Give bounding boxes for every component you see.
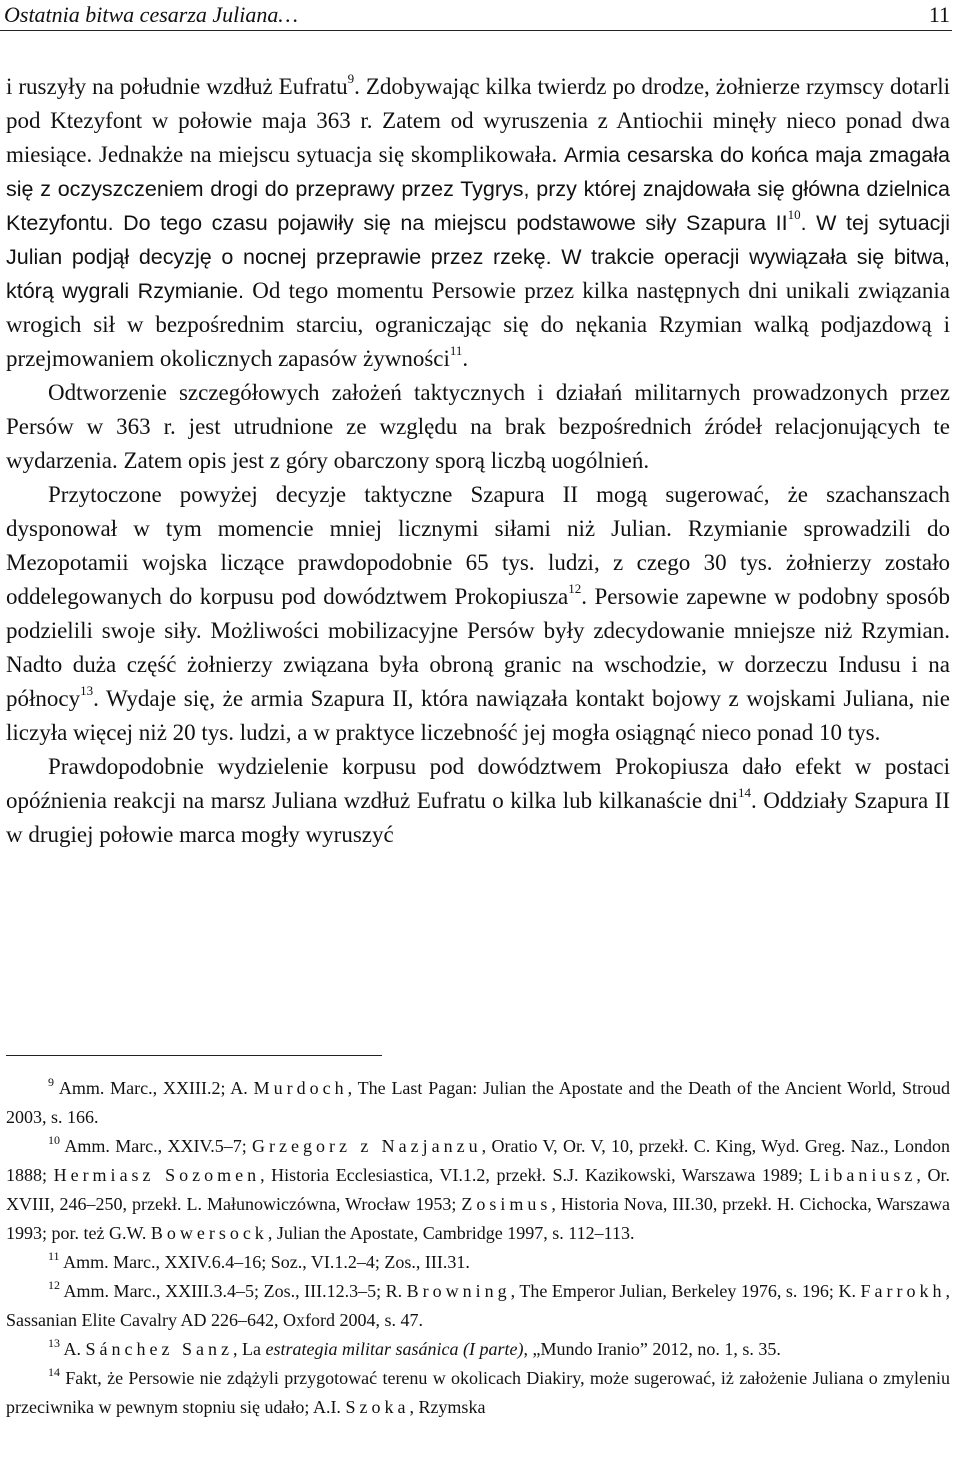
footnote-text: A. — [60, 1339, 86, 1359]
paragraph-text: . — [462, 346, 469, 371]
footnote-number: 9 — [48, 1075, 54, 1089]
footnote-text: Fakt, że Persowie nie zdążyli przygotować terenu w okolicach Diakiry, może sugerować, iż założenie Juliana o zmyleniu przeciwnika w pewnym stopniu się udało; A.I. — [6, 1368, 950, 1417]
footnote-number: 10 — [48, 1133, 60, 1147]
footnote-ref-13[interactable]: 13 — [80, 683, 94, 699]
footnotes — [6, 1074, 950, 1422]
footnote-text: Amm. Marc., XXIII.3.4–5; Zos., III.12.3–5; R. — [60, 1281, 407, 1301]
footnote-separator — [6, 1055, 382, 1056]
footnote-text: , Sassanian Elite Cavalry AD 226–642, Oxford 2004, s. 47. — [6, 1281, 950, 1330]
page-number: 11 — [928, 2, 950, 27]
footnote-number: 14 — [48, 1365, 60, 1379]
author-name: Murdoch — [253, 1078, 348, 1098]
footnote-13 — [6, 1335, 950, 1364]
paragraph-text: . W tej sytuacji Julian podjął decyzję o nocnej przeprawie przez rzekę. W trakcie operacji wywiązała się bitwa, którą wygrali Rzymianie. — [6, 211, 950, 303]
author-name: Szoka — [345, 1397, 410, 1417]
footnote-text: Amm. Marc., XXIII.2; A. — [54, 1078, 254, 1098]
running-header — [0, 0, 952, 31]
footnote-11 — [6, 1248, 950, 1277]
footnote-text: , Julian the Apostate, Cambridge 1997, s. 112–113. — [267, 1223, 635, 1243]
footnote-text: , La — [232, 1339, 266, 1359]
footnote-text: , Historia Ecclesiastica, VI.1.2, przekł. S.J. Kazikowski, Warszawa 1989; — [260, 1165, 810, 1185]
paragraph-1 — [6, 70, 950, 376]
footnote-14 — [6, 1364, 950, 1422]
footnote-text: , The Emperor Julian, Berkeley 1976, s. 196; K. — [510, 1281, 861, 1301]
footnote-text: Amm. Marc., XXIV.6.4–16; Soz., VI.1.2–4; Zos., III.31. — [59, 1252, 470, 1272]
footnote-ref-10[interactable]: 10 — [787, 207, 801, 223]
paragraph-4 — [6, 750, 950, 852]
footnote-text: , The Last Pagan: Julian the Apostate and the Death of the Ancient World, Stroud 2003, s. 166. — [6, 1078, 950, 1127]
paragraph-3 — [6, 478, 950, 750]
footnote-text: Amm. Marc., XXIV.5–7; — [60, 1136, 253, 1156]
author-name: Browning — [406, 1281, 511, 1301]
paragraph-text: Prawdopodobnie wydzielenie korpusu pod dowództwem Prokopiusza dało efekt w postaci opóźnienia reakcji na marsz Juliana wzdłuż Eufratu o kilka lub kilkanaście dni — [6, 754, 950, 813]
footnote-text: , „Mundo Iranio” 2012, no. 1, s. 35. — [523, 1339, 781, 1359]
footnote-number: 11 — [48, 1249, 60, 1263]
footnote-text: , Historia Nova, III.30, przekł. H. Cichocka, Warszawa 1993; por. też G.W. — [6, 1194, 950, 1243]
main-text — [6, 70, 950, 852]
footnote-text: , Or. XVIII, 246–250, przekł. L. Małunowiczówna, Wrocław 1953; — [6, 1165, 950, 1214]
paragraph-text: Od tego momentu Persowie przez kilka następnych dni unikali związania wrogich sił w bezpośrednim starciu, ograniczając się do nękania Rzymian walką podjazdową i przejmowaniem okolicznych zapasów żywności — [6, 278, 950, 371]
paragraph-text: . Wydaje się, że armia Szapura II, która nawiązała kontakt bojowy z wojskami Juliana, nie liczyła więcej niż 20 tys. ludzi, a w praktyce liczebność jej mogła osiągnąć nieco ponad 10 tys. — [6, 686, 950, 745]
paragraph-text: . Zdobywając kilka twierdz po drodze, żołnierze rzymscy dotarli pod Ktezyfont w połowie maja 363 r. Zatem od wyruszenia z Antiochii minęły nieco ponad dwa miesiące. Jednakże na miejscu sytuacja się skomplikowała. — [6, 74, 950, 167]
paragraph-text: i ruszyły na południe wzdłuż Eufratu — [6, 74, 348, 99]
footnote-9 — [6, 1074, 950, 1132]
author-name: Zosimus — [461, 1194, 552, 1214]
footnote-number: 13 — [48, 1336, 60, 1350]
article-title: estrategia militar sasánica (I parte) — [265, 1339, 524, 1359]
author-name: Sánchez Sanz — [85, 1339, 233, 1359]
footnote-12 — [6, 1277, 950, 1335]
footnote-ref-9[interactable]: 9 — [347, 71, 355, 87]
paragraph-text: . Oddziały Szapura II w drugiej połowie marca mogły wyruszyć — [6, 788, 950, 847]
running-title: Ostatnia bitwa cesarza Juliana… — [4, 2, 298, 27]
footnote-ref-11[interactable]: 11 — [449, 343, 463, 359]
footnote-ref-12[interactable]: 12 — [568, 581, 582, 597]
author-name: Libaniusz — [809, 1165, 917, 1185]
paragraph-text: Przytoczone powyżej decyzje taktyczne Szapura II mogą sugerować, że szachanszach dysponował w tym momencie mniej licznymi siłami niż Julian. Rzymianie sprowadzili do Mezopotamii wojska liczące prawdopodobnie 65 tys. ludzi, z czego 30 tys. żołnierzy zostało oddelegowanych do korpusu pod dowództwem Prokopiusza — [6, 482, 950, 609]
footnote-text: , Rzymska — [409, 1397, 486, 1417]
author-name: Hermiasz Sozomen — [53, 1165, 261, 1185]
paragraph-2: Odtworzenie szczegółowych założeń taktycznych i działań militarnych prowadzonych przez Persów w 363 r. jest utrudnione ze względu na brak bezpośrednich źródeł relacjonujących te wydarzenia. Zatem opis jest z góry obarczony sporą liczbą uogólnień. — [6, 380, 950, 473]
paragraph-text: . Persowie zapewne w podobny sposób podzielili swoje siły. Możliwości mobilizacyjne Persów były zdecydowanie mniejsze niż Rzymian. Nadto duża część żołnierzy związana była obroną granic na wschodzie, w dorzeczu Indusu i na północy — [6, 584, 950, 711]
footnote-text: , Oratio V, Or. V, 10, przekł. C. King, Wyd. Greg. Naz., London 1888; — [6, 1136, 950, 1185]
author-name: Grzegorz z Nazjanzu — [252, 1136, 482, 1156]
footnote-ref-14[interactable]: 14 — [738, 785, 751, 801]
footnote-number: 12 — [48, 1278, 60, 1292]
footnote-10 — [6, 1132, 950, 1248]
author-name: Bowersock — [150, 1223, 268, 1243]
author-name: Farrokh — [860, 1281, 946, 1301]
paragraph-text: Armia cesarska do końca maja zmagała się z oczyszczeniem drogi do przeprawy przez Tygrys, przy której znajdowała się główna dzielnica Ktezyfontu. Do tego czasu pojawiły się na miejscu podstawowe siły Szapura II — [6, 143, 950, 235]
